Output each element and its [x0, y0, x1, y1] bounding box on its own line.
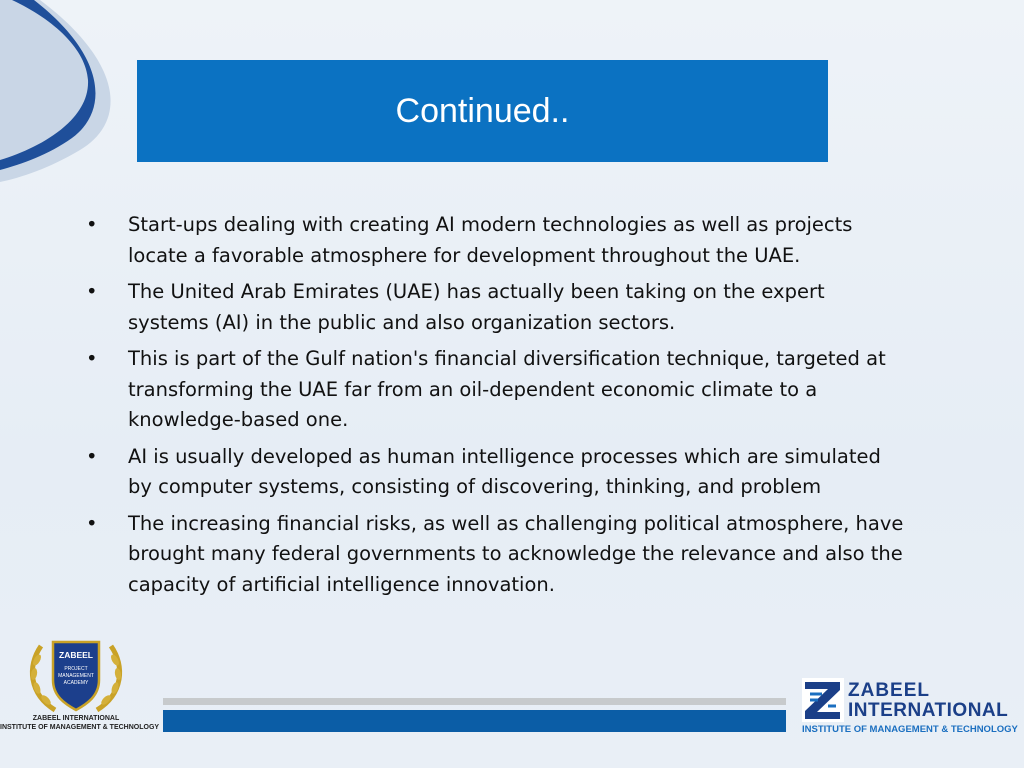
zi-monogram-icon — [802, 678, 844, 722]
laurel-badge-icon — [21, 636, 131, 714]
logo-caption: ZABEEL INTERNATIONAL — [32, 715, 120, 722]
bullet-text: AI is usually developed as human intelligence processes which are simulated by computer systems, consisting of discovering, thinking, and problem — [128, 444, 881, 498]
bullet-text: The increasing financial risks, as well as challenging political atmosphere, have brought many federal governments to acknowledge the relevance and also the capacity of artificial intelligence innovation. — [128, 511, 904, 596]
bullet-item — [84, 277, 904, 338]
bullet-text: This is part of the Gulf nation's financial diversification technique, targeted at transforming the UAE far from an oil-dependent economic climate to a knowledge-based one. — [128, 347, 886, 431]
badge-text: MANAGEMENT — [58, 673, 94, 679]
zabeel-international-logo — [800, 676, 1024, 740]
bullet-list — [84, 210, 904, 606]
decorative-swoosh — [0, 0, 140, 200]
bullet-item — [84, 210, 904, 271]
footer-divider — [163, 698, 786, 705]
academy-logo — [0, 636, 160, 746]
bullet-item — [84, 442, 904, 503]
slide-title: Continued.. — [395, 91, 570, 130]
bullet-item — [84, 344, 904, 436]
logo-caption: INSTITUTE OF MANAGEMENT & TECHNOLOGY — [0, 724, 160, 731]
badge-text: ACADEMY — [63, 680, 89, 686]
bullet-text: The United Arab Emirates (UAE) has actually been taking on the expert systems (AI) in the public and also organization sectors. — [128, 280, 825, 334]
footer-bar — [163, 710, 786, 732]
bullet-item — [84, 509, 904, 601]
bullet-marker: • — [86, 511, 98, 535]
badge-text: PROJECT — [64, 666, 88, 672]
bullet-marker: • — [86, 347, 98, 370]
bullet-marker: • — [86, 280, 98, 303]
badge-text: ZABEEL — [59, 650, 93, 660]
logo-tagline: INSTITUTE OF MANAGEMENT & TECHNOLOGY — [802, 724, 1018, 735]
bullet-text: Start-ups dealing with creating AI modern technologies as well as projects locate a favorable atmosphere for development throughout the UAE. — [128, 213, 853, 267]
bullet-marker: • — [86, 444, 98, 468]
logo-name: ZABEEL — [848, 680, 930, 701]
logo-name: INTERNATIONAL — [848, 700, 1009, 721]
slide-title-banner — [137, 60, 828, 162]
bullet-marker: • — [86, 213, 98, 236]
